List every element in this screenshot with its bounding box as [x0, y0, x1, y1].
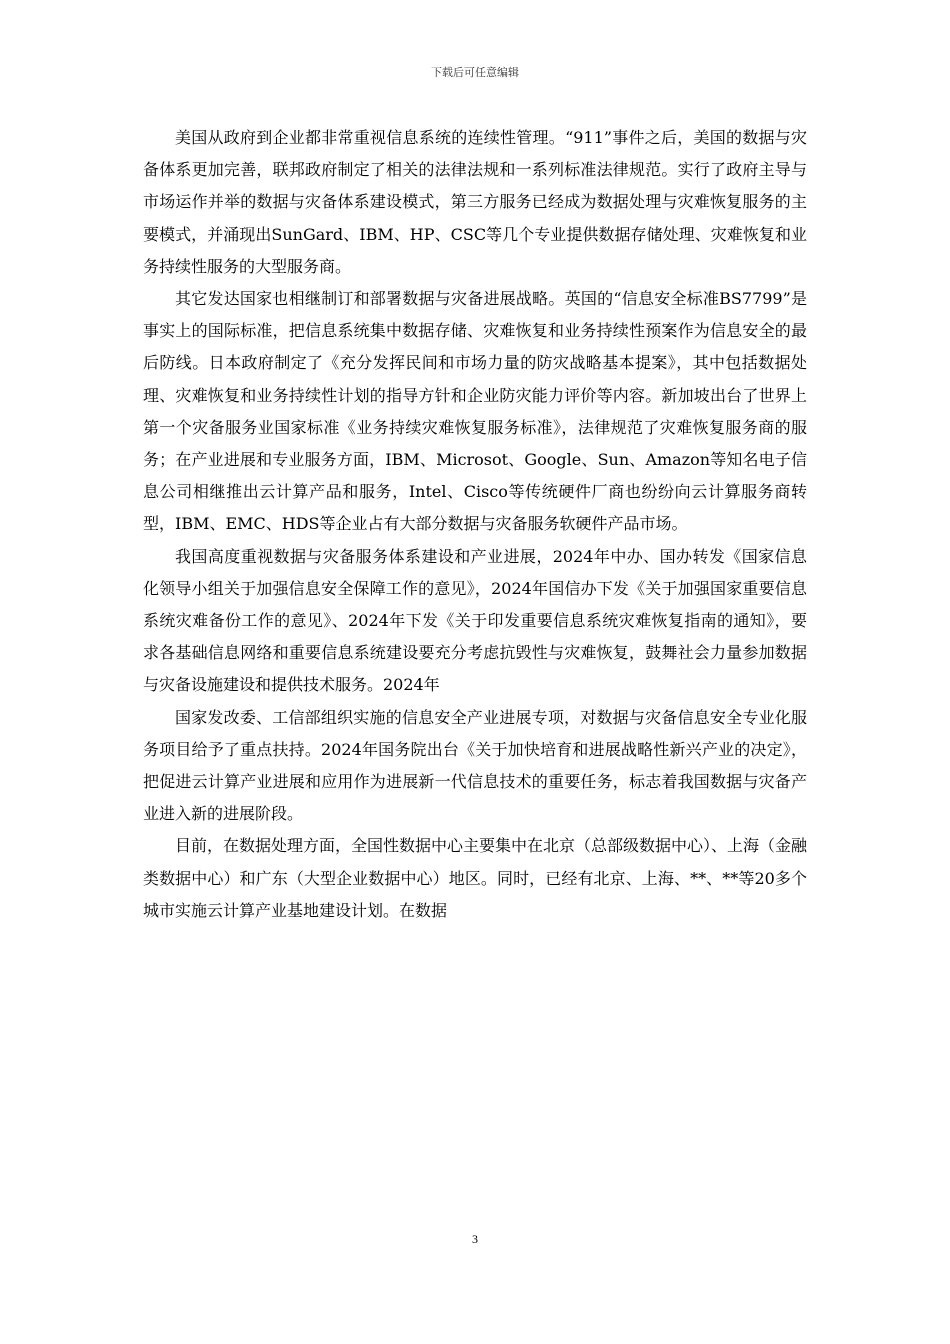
paragraph-developed-countries: 其它发达国家也相继制订和部署数据与灾备进展战略。英国的“信息安全标准BS7799”是事实上的国际标准，把信息系统集中数据存储、灾难恢复和业务持续性预案作为信息安全的最后防线。日本政府制定了《充分发挥民间和市场力量的防灾战略基本提案》，其中包括数据处理、灾难恢复和业务持续性计划的指导方针和企业防灾能力评价等内容。新加坡出台了世界上第一个灾备服务业国家标准《业务持续灾难恢复服务标准》，法律规范了灾难恢复服务商的服务；在产业进展和专业服务方面，IBM、Microsot、Google、Sun、Amazon等知名电子信息公司相继推出云计算产品和服务，Intel、Cisco等传统硬件厂商也纷纷向云计算服务商转型，IBM、EMC、HDS等企业占有大部分数据与灾备服务软硬件产品市场。 [143, 289, 807, 534]
paragraph-china-policy: 我国高度重视数据与灾备服务体系建设和产业进展，2024年中办、国办转发《国家信息化领导小组关于加强信息安全保障工作的意见》，2024年国信办下发《关于加强国家重要信息系统灾难备份工作的意见》、2024年下发《关于印发重要信息系统灾难恢复指南的通知》，要求各基础信息网络和重要信息系统建设要充分考虑抗毁性与灾难恢复，鼓舞社会力量参加数据与灾备设施建设和提供技术服务。2024年 [143, 546, 807, 695]
page-number: 3 [472, 1232, 478, 1246]
page-header: 下载后可任意编辑 [431, 66, 519, 79]
paragraph-data-centers: 目前，在数据处理方面，全国性数据中心主要集中在北京（总部级数据中心）、上海（金融类数据中心）和广东（大型企业数据中心）地区。同时，已经有北京、上海、**、**等20多个城市实施云计算产业基地建设计划。在数据 [143, 836, 808, 920]
document-body [143, 122, 807, 927]
paragraph-us-continuity: 美国从政府到企业都非常重视信息系统的连续性管理。“911”事件之后，美国的数据与灾备体系更加完善，联邦政府制定了相关的法律法规和一系列标准法律规范。实行了政府主导与市场运作并举的数据与灾备体系建设模式，第三方服务已经成为数据处理与灾难恢复服务的主要模式，并涌现出SunGard、IBM、HP、CSC等几个专业提供数据存储处理、灾难恢复和业务持续性服务的大型服务商。 [143, 128, 807, 276]
paragraph-industry-projects: 国家发改委、工信部组织实施的信息安全产业进展专项，对数据与灾备信息安全专业化服务项目给予了重点扶持。2024年国务院出台《关于加快培育和进展战略性新兴产业的决定》，把促进云计算产业进展和应用作为进展新一代信息技术的重要任务，标志着我国数据与灾备产业进入新的进展阶段。 [143, 707, 807, 824]
